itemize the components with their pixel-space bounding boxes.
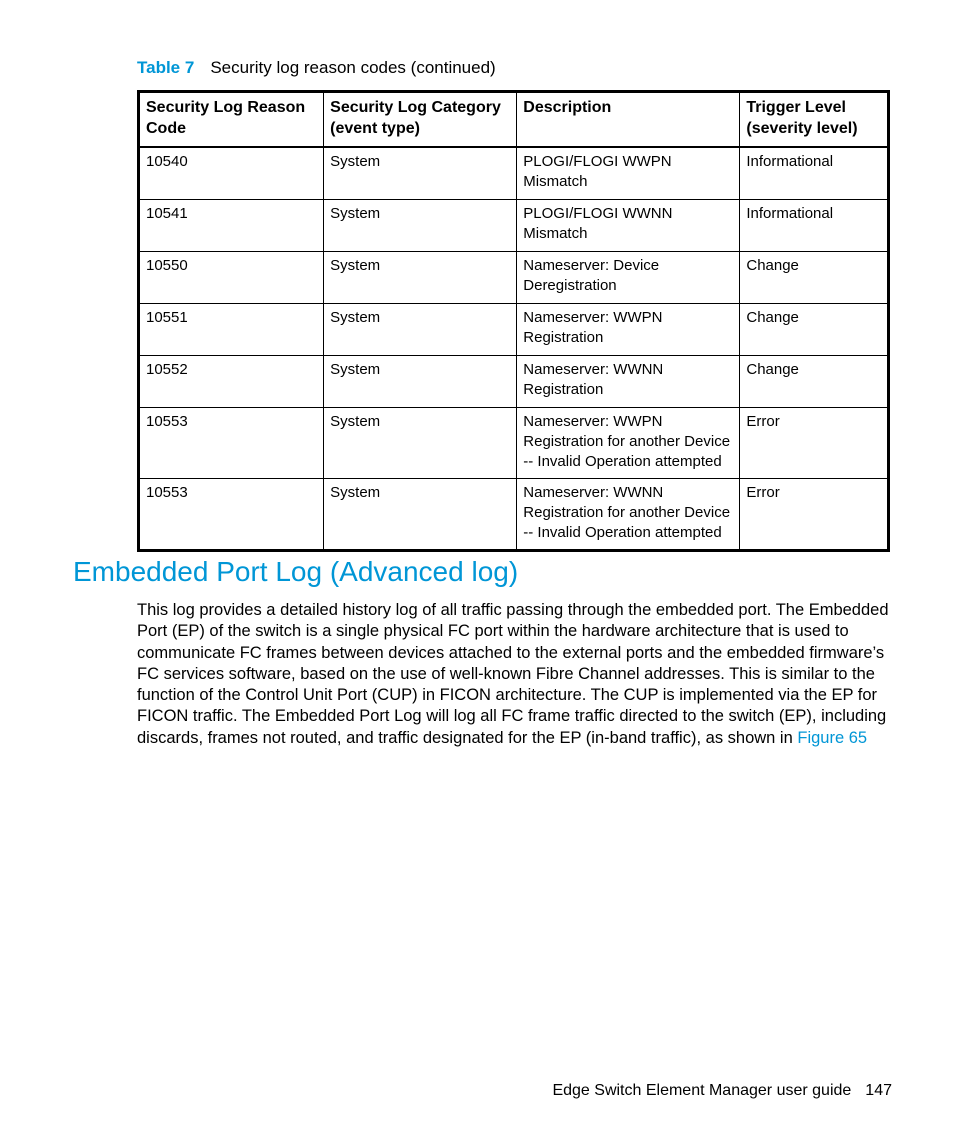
cell-trigger-level: Error (740, 408, 889, 479)
table-row (139, 200, 889, 252)
page-footer (552, 1082, 892, 1100)
paragraph-text: This log provides a detailed history log of all traffic passing through the embedded port. The Embedded Port (EP) of the switch is a single physical FC port within the hardware architecture that is used to communicate FC frames between devices attached to the external ports and the embedded firmware’s FC services software, based on the use of well-known Fibre Channel addresses. This is similar to the function of the Control Unit Port (CUP) in FICON architecture. The CUP is implemented via the EP for FICON traffic. The Embedded Port Log will log all FC frame traffic directed to the switch (EP), including discards, frames not routed, and traffic designated for the EP (in-band traffic), as shown in (137, 601, 889, 747)
table-caption (137, 58, 496, 78)
section-heading: Embedded Port Log (Advanced log) (73, 556, 519, 587)
table-row (139, 479, 889, 551)
cell-category: System (324, 200, 517, 252)
cell-trigger-level: Informational (740, 147, 889, 200)
cell-trigger-level: Change (740, 304, 889, 356)
cell-description: Nameserver: Device Deregistration (517, 252, 740, 304)
cell-reason-code: 10550 (139, 252, 324, 304)
cell-reason-code: 10541 (139, 200, 324, 252)
cell-category: System (324, 147, 517, 200)
table-row (139, 356, 889, 408)
header-description: Description (517, 92, 740, 148)
figure-65-link[interactable]: Figure 65 (797, 728, 868, 747)
table-header-row (139, 92, 889, 148)
table-row (139, 408, 889, 479)
cell-reason-code: 10553 (139, 479, 324, 551)
cell-category: System (324, 408, 517, 479)
table-number: Table 7 (137, 58, 195, 77)
cell-category: System (324, 304, 517, 356)
page-number: 147 (865, 1082, 892, 1099)
cell-description: PLOGI/FLOGI WWNN Mismatch (517, 200, 740, 252)
cell-description: Nameserver: WWPN Registration (517, 304, 740, 356)
cell-trigger-level: Error (740, 479, 889, 551)
cell-category: System (324, 479, 517, 551)
header-trigger-level: Trigger Level (severity level) (740, 92, 889, 148)
cell-reason-code: 10553 (139, 408, 324, 479)
cell-reason-code: 10540 (139, 147, 324, 200)
cell-category: System (324, 252, 517, 304)
cell-description: Nameserver: WWNN Registration for another Device -- Invalid Operation attempted (517, 479, 740, 551)
cell-trigger-level: Informational (740, 200, 889, 252)
table-row (139, 252, 889, 304)
cell-description: Nameserver: WWPN Registration for another Device -- Invalid Operation attempted (517, 408, 740, 479)
table-row (139, 304, 889, 356)
table-row (139, 147, 889, 200)
cell-reason-code: 10552 (139, 356, 324, 408)
header-category: Security Log Category (event type) (324, 92, 517, 148)
section-paragraph (137, 600, 889, 749)
cell-trigger-level: Change (740, 356, 889, 408)
cell-reason-code: 10551 (139, 304, 324, 356)
cell-description: PLOGI/FLOGI WWPN Mismatch (517, 147, 740, 200)
table-title: Security log reason codes (continued) (210, 58, 496, 77)
cell-trigger-level: Change (740, 252, 889, 304)
cell-category: System (324, 356, 517, 408)
footer-guide-title: Edge Switch Element Manager user guide (552, 1082, 852, 1099)
header-reason-code: Security Log Reason Code (139, 92, 324, 148)
security-log-table (137, 90, 890, 552)
cell-description: Nameserver: WWNN Registration (517, 356, 740, 408)
